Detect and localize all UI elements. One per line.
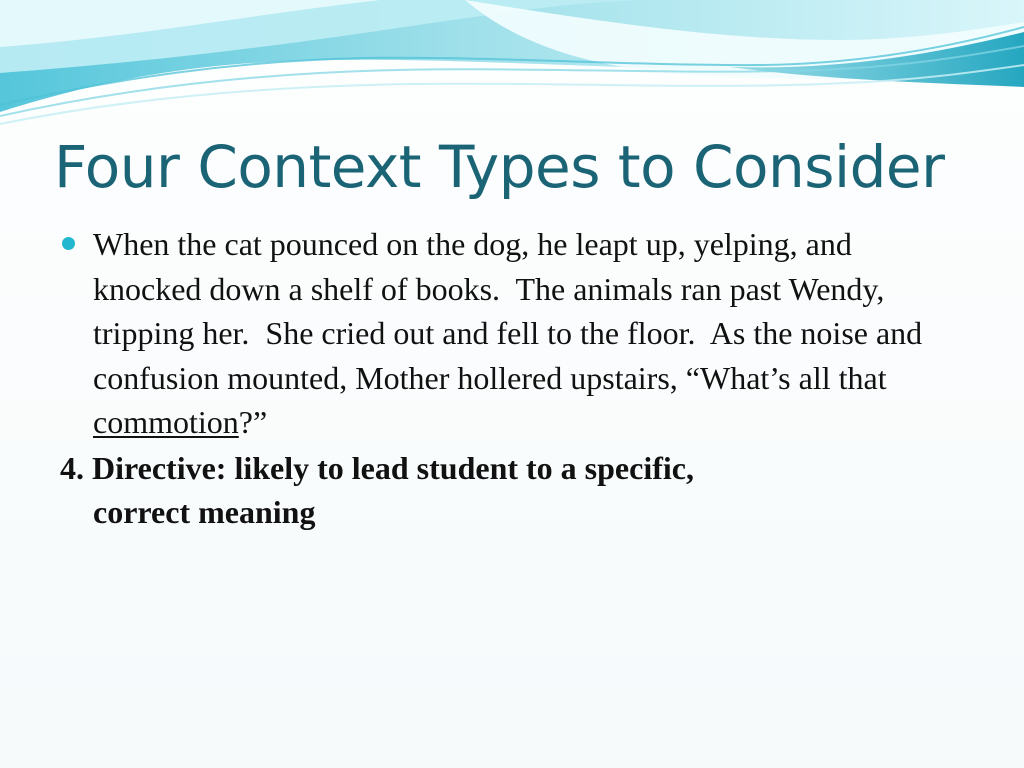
directive-line-1: 4. Directive: likely to lead student to a specific,: [60, 449, 694, 486]
example-text: [93, 226, 930, 440]
decorative-wave-header: [0, 0, 1024, 125]
directive-line-2: correct meaning: [93, 493, 316, 530]
slide-title: Four Context Types to Consider: [54, 133, 945, 201]
directive-heading: [60, 446, 960, 534]
example-text-before: When the cat pounced on the dog, he leapt up, yelping, and knocked down a shelf of books. The animals ran past Wendy, tripping her. She cried out and fell to the floor. As the noise and confusion mounted, Mother hollered upstairs, “What’s all that: [93, 226, 931, 396]
example-text-after: ?”: [238, 404, 268, 440]
example-bullet: [60, 222, 960, 445]
bullet-icon: [62, 237, 75, 250]
slide-content: [60, 222, 960, 534]
underlined-word: commotion: [93, 404, 239, 440]
